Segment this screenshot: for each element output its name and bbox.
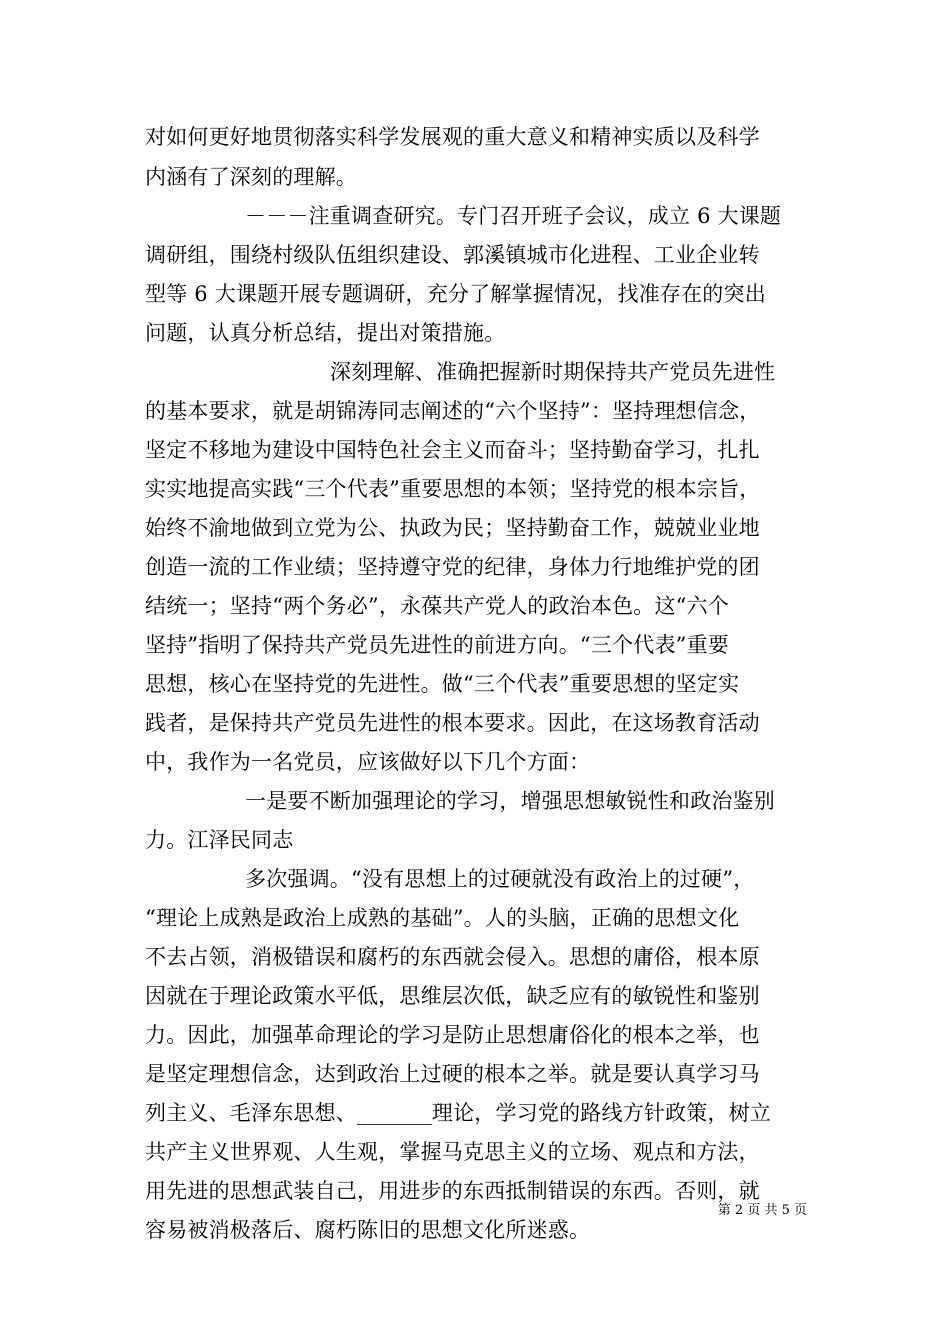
text-line: 践者，是保持共产党员先进性的根本要求。因此，在这场教育活动 — [145, 711, 760, 735]
text-line: 的基本要求，就是胡锦涛同志阐述的“六个坚持”：坚持理想信念， — [145, 399, 761, 423]
text-line: 力。因此，加强革命理论的学习是防止思想庸俗化的根本之举，也 — [145, 1023, 760, 1047]
text-line: 坚持”指明了保持共产党员先进性的前进方向。“三个代表”重要 — [145, 633, 730, 657]
text-line: 中，我作为一名党员，应该做好以下几个方面： — [145, 750, 591, 774]
text-line: 用先进的思想武装自己，用进步的东西抵制错误的东西。否则，就 — [145, 1179, 760, 1203]
text-line: 实实地提高实践“三个代表”重要思想的本领；坚持党的根本宗旨， — [145, 477, 761, 501]
page-number-footer: 第 2 页 共 5 页 — [717, 1203, 807, 1218]
text-line: 列主义、毛泽东思想、_______理论，学习党的路线方针政策，树立 — [145, 1101, 772, 1125]
text-line: 不去占领，消极错误和腐朽的东西就会侵入。思想的庸俗，根本原 — [145, 945, 760, 969]
text-line: 结统一；坚持“两个务必”，永葆共产党人的政治本色。这“六个 — [145, 594, 730, 618]
text-line: 问题，认真分析总结，提出对策措施。 — [145, 321, 506, 345]
text-line: －－－注重调查研究。专门召开班子会议，成立 6 大课题 — [245, 204, 782, 228]
text-line: “理论上成熟是政治上成熟的基础”。人的头脑，正确的思想文化 — [145, 906, 740, 930]
text-line: 型等 6 大课题开展专题调研，充分了解掌握情况，找准存在的突出 — [145, 282, 766, 306]
text-line: 深刻理解、准确把握新时期保持共产党员先进性 — [330, 360, 776, 384]
text-line: 内涵有了深刻的理解。 — [145, 165, 357, 189]
text-line: 思想，核心在坚持党的先进性。做“三个代表”重要思想的坚定实 — [145, 672, 740, 696]
text-line: 因就在于理论政策水平低，思维层次低，缺乏应有的敏锐性和鉴别 — [145, 984, 760, 1008]
text-line: 调研组，围绕村级队伍组织建设、郭溪镇城市化进程、工业企业转 — [145, 243, 760, 267]
text-line: 一是要不断加强理论的学习，增强思想敏锐性和政治鉴别 — [245, 789, 775, 813]
text-line: 始终不渝地做到立党为公、执政为民；坚持勤奋工作，兢兢业业地 — [145, 516, 760, 540]
text-line: 多次强调。“没有思想上的过硬就没有政治上的过硬”， — [245, 867, 755, 891]
text-line: 力。江泽民同志 — [145, 828, 294, 852]
text-line: 对如何更好地贯彻落实科学发展观的重大意义和精神实质以及科学 — [145, 125, 760, 149]
text-line: 容易被消极落后、腐朽陈旧的思想文化所迷惑。 — [145, 1218, 591, 1242]
text-line: 是坚定理想信念，达到政治上过硬的根本之举。就是要认真学习马 — [145, 1062, 760, 1086]
text-line: 坚定不移地为建设中国特色社会主义而奋斗；坚持勤奋学习，扎扎 — [145, 438, 760, 462]
text-line: 共产主义世界观、人生观，掌握马克思主义的立场、观点和方法， — [145, 1140, 760, 1164]
text-line: 创造一流的工作业绩；坚持遵守党的纪律，身体力行地维护党的团 — [145, 555, 760, 579]
